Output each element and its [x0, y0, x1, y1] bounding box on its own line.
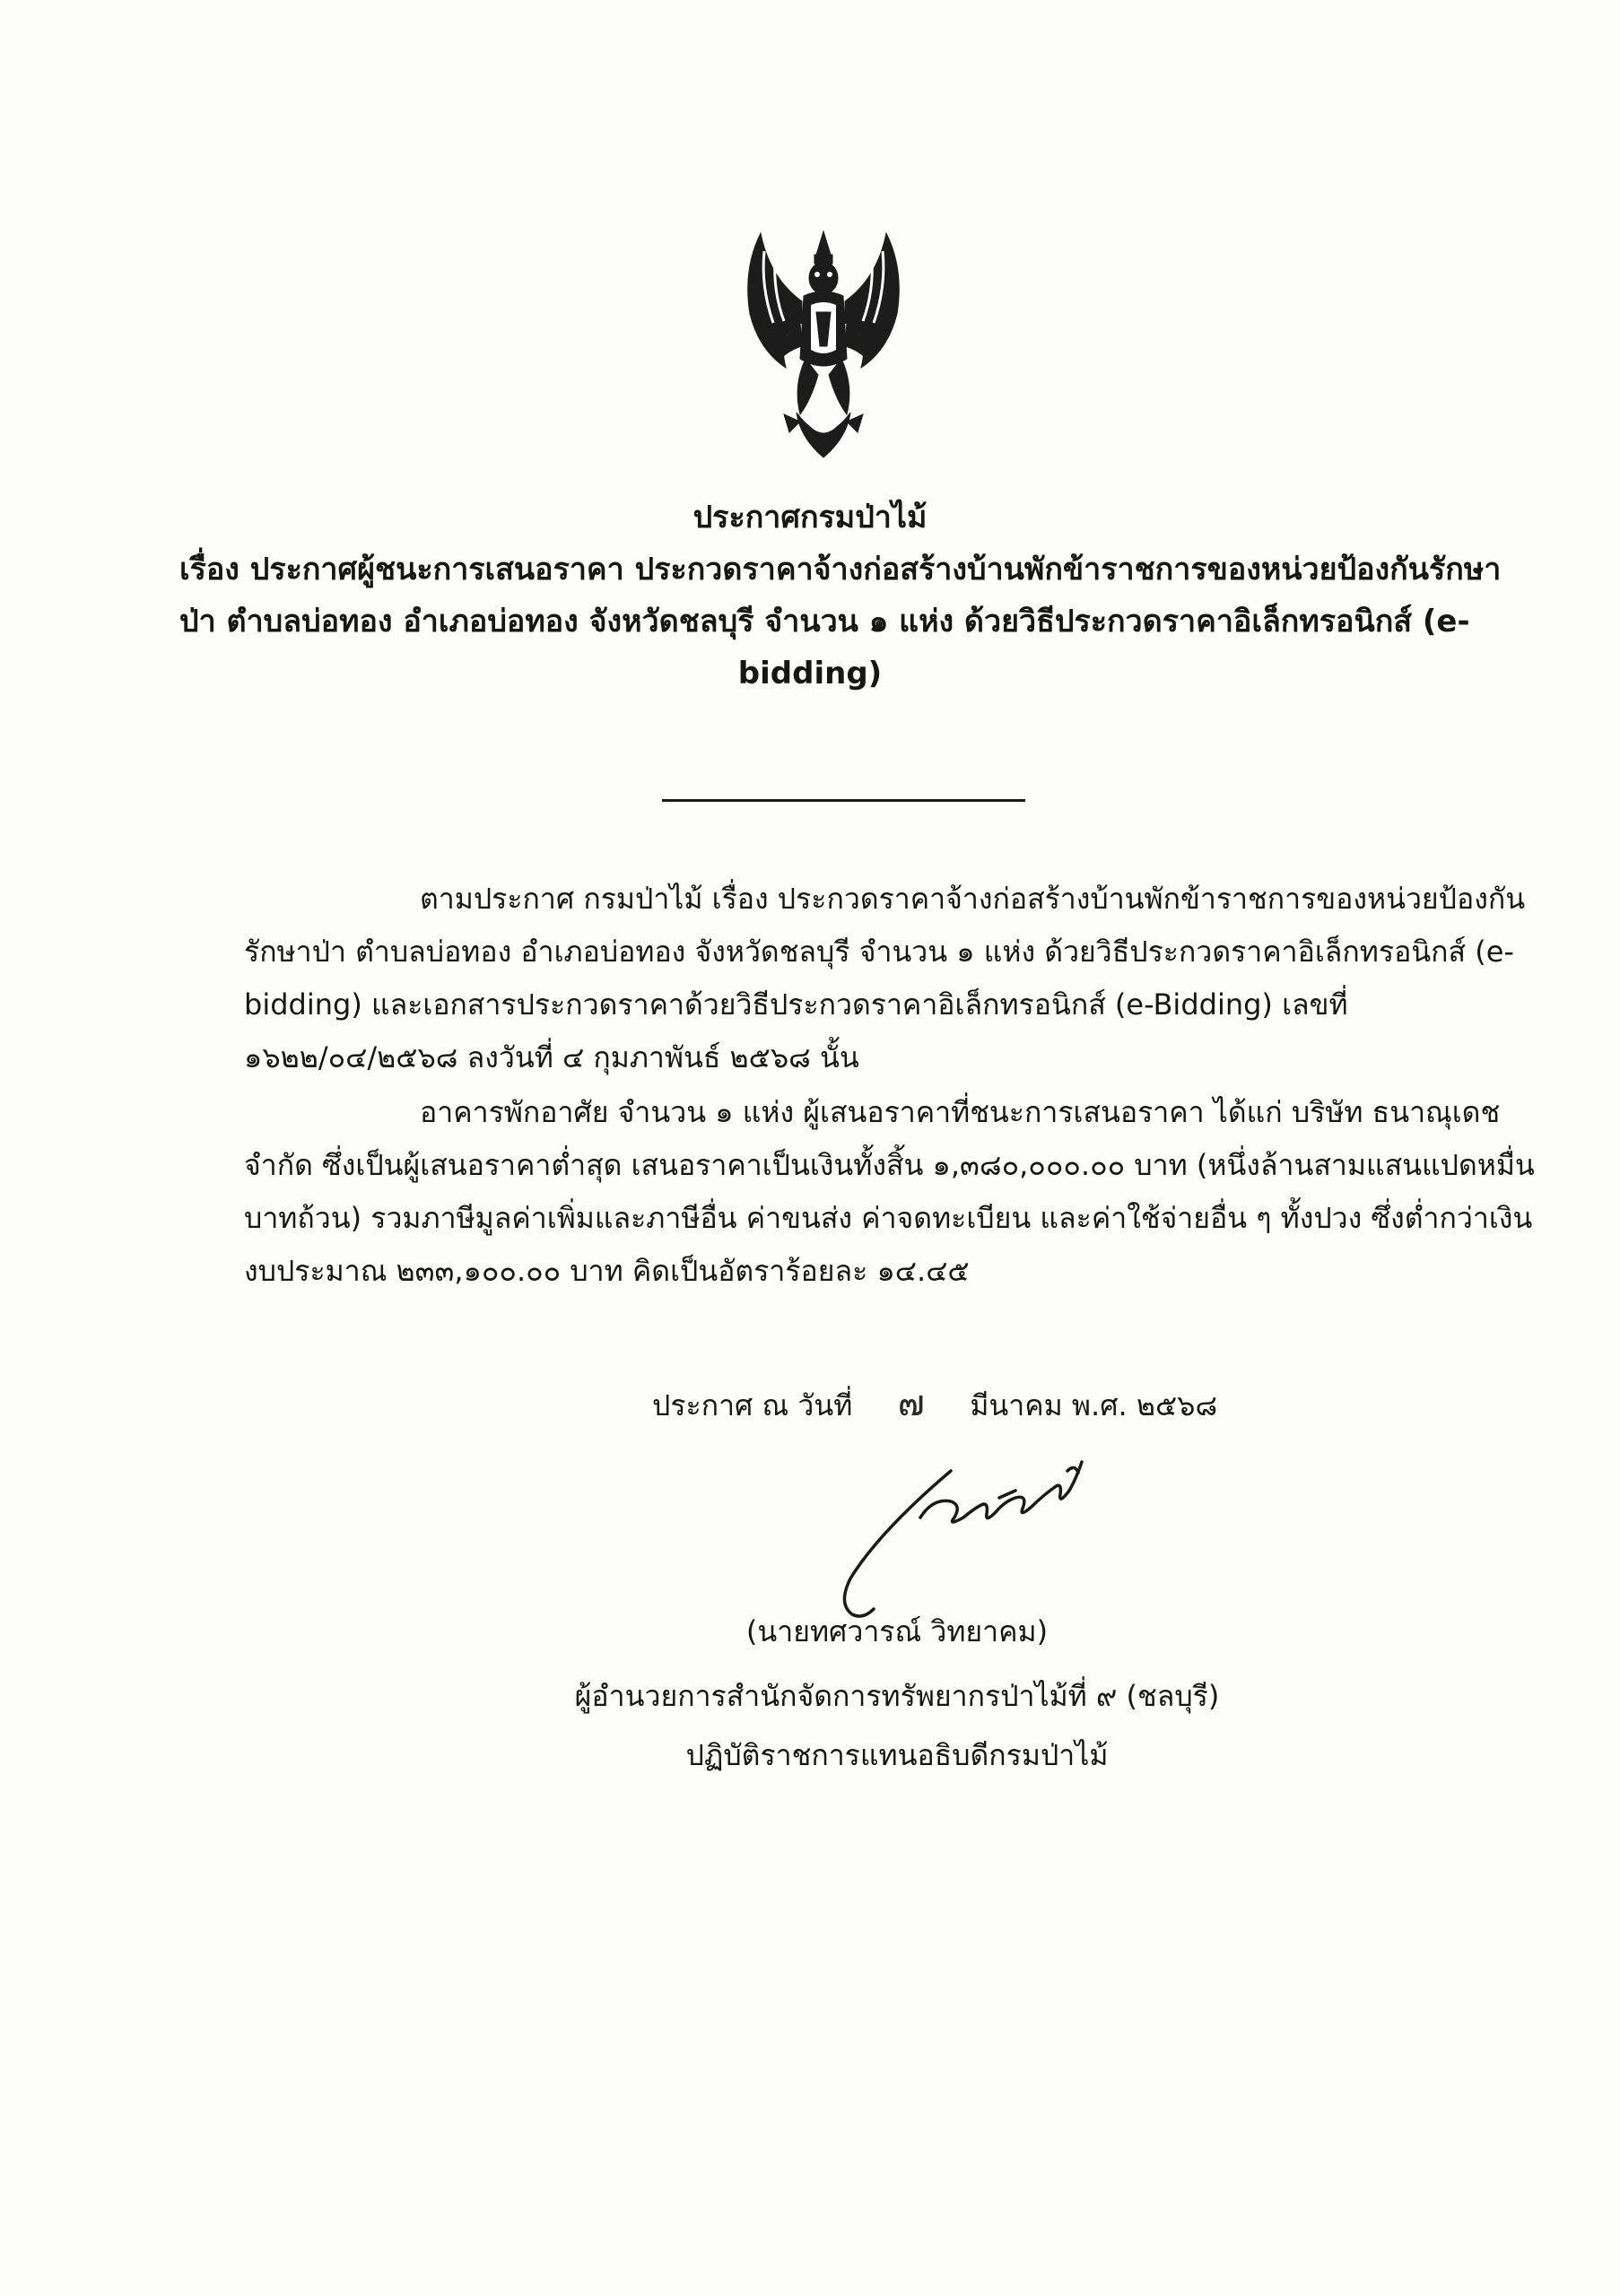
body-paragraph-1: [244, 873, 1526, 1084]
garuda-emblem-icon: [734, 215, 913, 466]
body-paragraph-2: [244, 1086, 1535, 1298]
paragraph-line: bidding) และเอกสารประกวดราคาด้วยวิธีประกวดราคาอิเล็กทรอนิกส์ (e-Bidding) เลขที่: [244, 987, 1348, 1022]
handwritten-signature: [816, 1451, 1157, 1631]
signer-acting-for: ปฏิบัติราชการแทนอธิบดีกรมป่าไม้: [685, 1738, 1109, 1772]
handwritten-day: ๗: [897, 1383, 925, 1424]
heading-line: ประกาศกรมป่าไม้: [692, 500, 928, 535]
heading-divider: [662, 799, 1025, 802]
heading-line: เรื่อง ประกาศผู้ชนะการเสนอราคา ประกวดราคาจ้างก่อสร้างบ้านพักข้าราชการของหน่วยป้องกันรักษา: [179, 552, 1502, 587]
paragraph-line: ๑๖๒๒/๐๔/๒๕๖๘ ลงวันที่ ๔ กุมภาพันธ์ ๒๕๖๘ นั้น: [244, 1040, 859, 1074]
date-prefix: ประกาศ ณ วันที่: [652, 1388, 853, 1422]
date-suffix: มีนาคม พ.ศ. ๒๕๖๘: [970, 1388, 1218, 1422]
paragraph-line: บาทถ้วน) รวมภาษีมูลค่าเพิ่มและภาษีอื่น ค่าขนส่ง ค่าจดทะเบียน และค่าใช้จ่ายอื่น ๆ ทั้งปวง ซึ่งต่ำกว่าเงิน: [244, 1201, 1533, 1235]
paragraph-line: อาคารพักอาศัย จำนวน ๑ แห่ง ผู้เสนอราคาที่ชนะการเสนอราคา ได้แก่ บริษัท ธนาณุเดช: [420, 1095, 1501, 1129]
paragraph-line: จำกัด ซึ่งเป็นผู้เสนอราคาต่ำสุด เสนอราคาเป็นเงินทั้งสิ้น ๑,๓๘๐,๐๐๐.๐๐ บาท (หนึ่งล้านสามแสนแปดหมื่น: [244, 1148, 1535, 1182]
paragraph-line: งบประมาณ ๒๓๓,๑๐๐.๐๐ บาท คิดเป็นอัตราร้อยละ ๑๔.๔๕: [244, 1254, 970, 1288]
announcement-date: [652, 1381, 1217, 1428]
paragraph-line: รักษาป่า ตำบลบ่อทอง อำเภอบ่อทอง จังหวัดชลบุรี จำนวน ๑ แห่ง ด้วยวิธีประกวดราคาอิเล็กทรอนิกส์ (e-: [244, 935, 1514, 969]
signer-name: (นายทศวารณ์ วิทยาคม): [745, 1614, 1049, 1648]
document-heading: [179, 491, 1502, 700]
heading-line: ป่า ตำบลบ่อทอง อำเภอบ่อทอง จังหวัดชลบุรี จำนวน ๑ แห่ง ด้วยวิธีประกวดราคาอิเล็กทรอนิกส์ (e-: [179, 604, 1470, 639]
heading-line: bidding): [737, 656, 883, 691]
paragraph-line: ตามประกาศ กรมป่าไม้ เรื่อง ประกวดราคาจ้างก่อสร้างบ้านพักข้าราชการของหน่วยป้องกัน: [420, 882, 1526, 916]
signer-title: ผู้อำนวยการสำนักจัดการทรัพยากรป่าไม้ที่ ๙ (ชลบุรี): [574, 1679, 1220, 1713]
